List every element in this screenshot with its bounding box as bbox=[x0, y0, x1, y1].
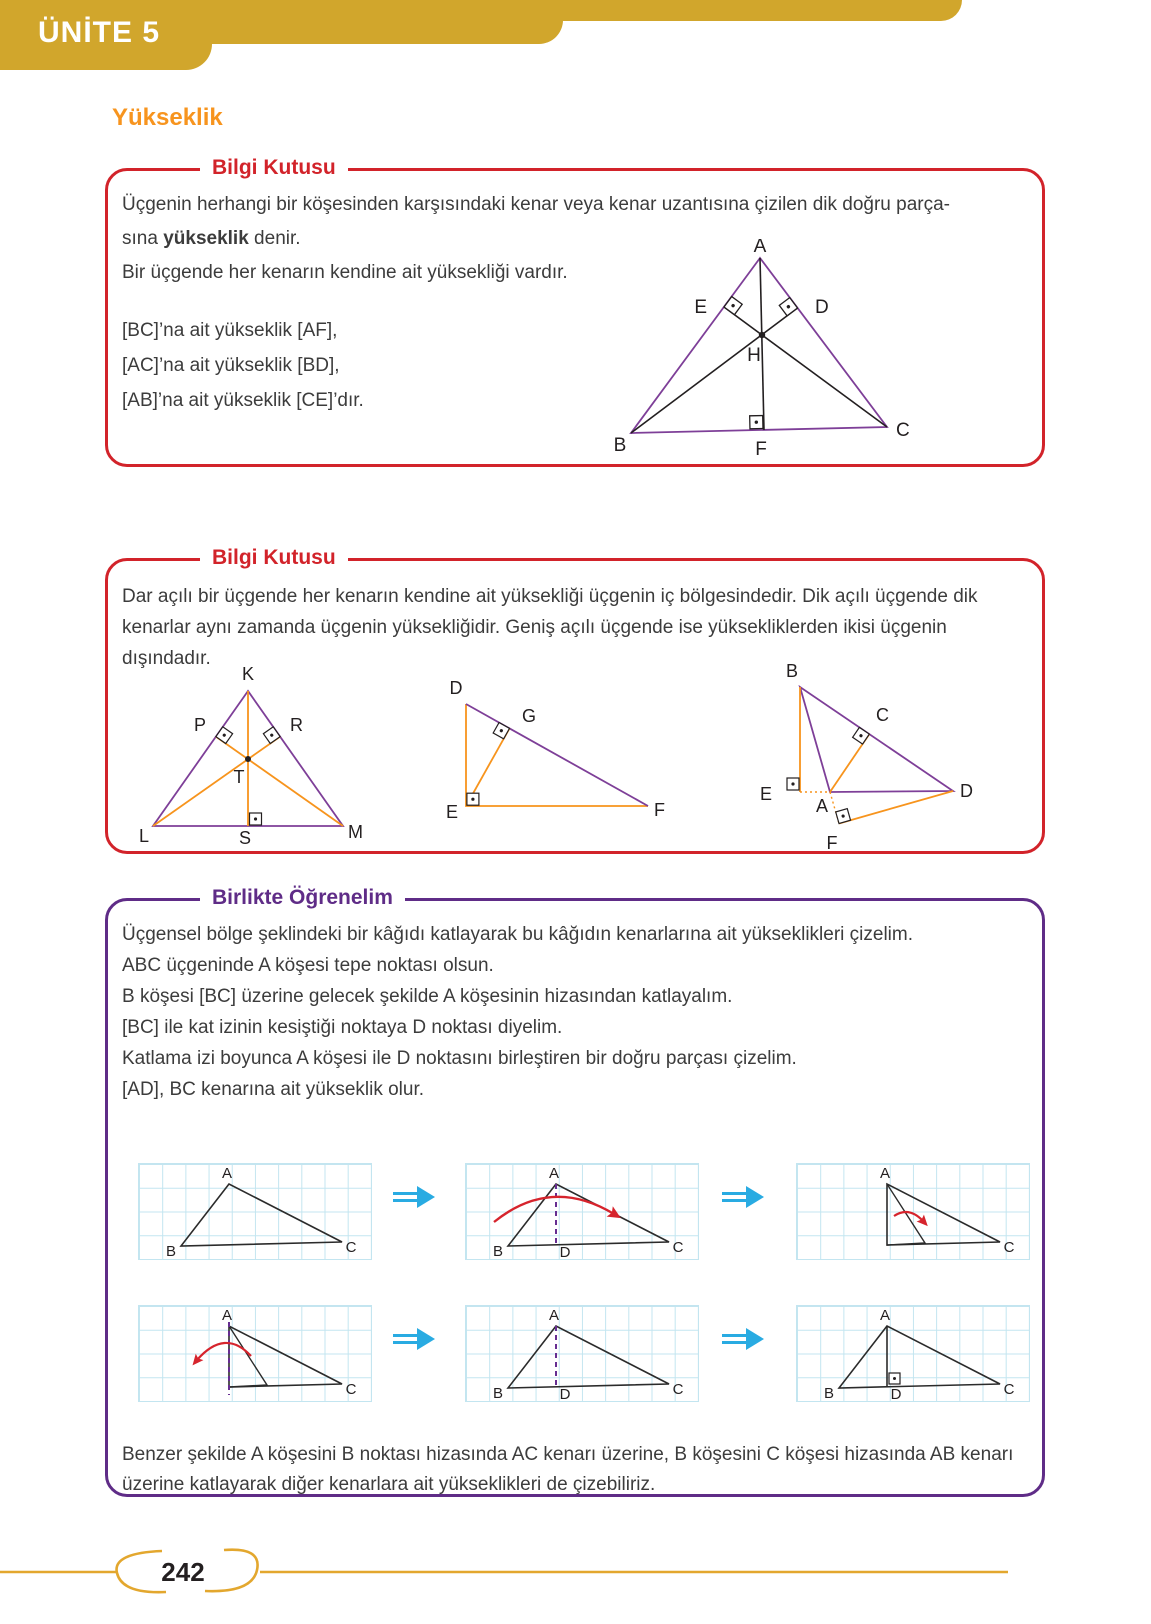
next-step-arrow-icon bbox=[391, 1184, 437, 1210]
foot-label-c: C bbox=[876, 705, 889, 725]
right-angle-mark-d bbox=[889, 1373, 900, 1384]
vertex-label-c: C bbox=[672, 1239, 684, 1256]
paragraph: [BC] ile kat izinin kesiştiği noktaya D noktası diyelim. bbox=[122, 1017, 563, 1038]
paragraph: Bir üçgende her kenarın kendine ait yüksekliği vardır. bbox=[122, 262, 568, 283]
orthocenter-dot bbox=[759, 332, 765, 338]
altitude-af bbox=[760, 258, 764, 430]
foot-label-p: P bbox=[193, 715, 206, 735]
altitude-bd bbox=[631, 308, 798, 433]
vertex-label-d: D bbox=[960, 781, 973, 801]
foot-label-d: D bbox=[559, 1386, 571, 1401]
next-step-arrow-icon bbox=[720, 1184, 766, 1210]
right-angle-mark-s bbox=[250, 813, 262, 825]
bold-term: yükseklik bbox=[163, 228, 249, 249]
triangle-outline bbox=[508, 1184, 669, 1246]
vertex-label-f: F bbox=[654, 800, 665, 820]
vertex-label-a: A bbox=[548, 1165, 560, 1182]
foot-label-e: E bbox=[694, 297, 707, 318]
right-angle-mark-r bbox=[263, 727, 280, 744]
right-angle-mark-c bbox=[853, 727, 870, 744]
foot-label-s: S bbox=[238, 828, 252, 848]
text-fragment: denir. bbox=[248, 228, 301, 249]
foot-label-e: E bbox=[759, 784, 773, 804]
fold-direction-arrow bbox=[494, 1197, 614, 1222]
vertex-label-c: C bbox=[896, 420, 910, 441]
vertex-label-k: K bbox=[241, 666, 255, 684]
vertex-label-c: C bbox=[345, 1239, 357, 1256]
learn-box-label: Birlikte Öğrenelim bbox=[200, 886, 405, 910]
triangle-altitudes-diagram bbox=[598, 239, 1018, 465]
right-angle-mark-d bbox=[779, 298, 797, 316]
fold-step-1-panel bbox=[138, 1163, 372, 1260]
triangle-bad bbox=[800, 687, 953, 792]
info-box-1-label: Bilgi Kutusu bbox=[200, 156, 348, 180]
closing-paragraph: Benzer şekilde A köşesini B noktası hizasında AC kenarı üzerine, B köşesini C köşesi hizasında AB kenarı üzerine katlayarak diğer kenarlara ait yükseklikleri de çizebiliriz. bbox=[122, 1444, 1014, 1495]
unfold-step-2-panel bbox=[465, 1305, 699, 1402]
info-box-1 bbox=[105, 156, 1045, 467]
triangle-outline bbox=[508, 1326, 669, 1388]
foot-label-r: R bbox=[290, 715, 303, 735]
paragraph: Üçgensel bölge şeklindeki bir kâğıdı katlayarak bu kâğıdın kenarlarına ait yükseklikleri çizelim. bbox=[122, 924, 913, 945]
vertex-label-a: A bbox=[221, 1165, 233, 1182]
unit-label: ÜNİTE 5 bbox=[38, 16, 161, 49]
altitude-ce bbox=[724, 307, 887, 427]
folded-outline bbox=[887, 1184, 1000, 1245]
foot-label-f: F bbox=[755, 439, 767, 460]
vertex-label-b: B bbox=[165, 1243, 177, 1259]
right-angle-mark-e bbox=[724, 297, 742, 315]
altitude-df bbox=[839, 791, 953, 824]
page-title: Yükseklik bbox=[112, 104, 223, 131]
vertex-label-c: C bbox=[1003, 1239, 1015, 1256]
triangle-outline bbox=[839, 1326, 1000, 1388]
page-number: 242 bbox=[161, 1557, 205, 1587]
vertex-label-c: C bbox=[672, 1381, 684, 1398]
vertex-label-a: A bbox=[815, 796, 829, 816]
orthocenter-label-h: H bbox=[747, 345, 761, 366]
unfold-step-1-panel bbox=[138, 1305, 372, 1402]
right-triangle-diagram bbox=[438, 676, 678, 831]
fold-arrowhead bbox=[607, 1206, 624, 1223]
obtuse-triangle-diagram bbox=[748, 659, 1048, 859]
paragraph: ABC üçgeninde A köşesi tepe noktası olsun. bbox=[122, 955, 494, 976]
orthocenter-label-t: T bbox=[233, 767, 245, 787]
text-fragment: sına bbox=[122, 228, 164, 249]
right-angle-mark-e bbox=[787, 778, 799, 790]
info-box-2-label: Bilgi Kutusu bbox=[200, 546, 348, 570]
right-angle-mark-f bbox=[750, 416, 763, 429]
list-item: [BC]’na ait yükseklik [AF], bbox=[122, 320, 338, 341]
altitude-result-panel bbox=[796, 1305, 1030, 1402]
vertex-label-l: L bbox=[138, 826, 150, 846]
vertex-label-a: A bbox=[221, 1307, 233, 1324]
vertex-label-a: A bbox=[753, 239, 767, 257]
paragraph: Katlama izi boyunca A köşesi ile D noktasını birleştiren bir doğru parçası çizelim. bbox=[122, 1048, 797, 1069]
next-step-arrow-icon bbox=[720, 1326, 766, 1352]
right-angle-mark-f bbox=[836, 809, 851, 824]
list-item: [AC]’na ait yükseklik [BD], bbox=[122, 355, 340, 376]
paragraph: Üçgenin herhangi bir köşesinden karşısındaki kenar veya kenar uzantısına çizilen dik doğru parça- bbox=[122, 194, 951, 215]
vertex-label-c: C bbox=[1003, 1381, 1015, 1398]
foot-label-d: D bbox=[559, 1244, 571, 1259]
learn-box bbox=[105, 886, 1045, 1497]
vertex-label-b: B bbox=[492, 1385, 504, 1401]
foot-label-d: D bbox=[815, 297, 829, 318]
footer-bracket-right bbox=[205, 1550, 258, 1592]
hypotenuse-df bbox=[466, 704, 648, 806]
orthocenter-dot bbox=[245, 756, 251, 762]
foot-label-f: F bbox=[826, 833, 838, 853]
fold-step-3-panel bbox=[796, 1163, 1030, 1260]
page-footer bbox=[0, 1542, 1151, 1602]
next-step-arrow-icon bbox=[391, 1326, 437, 1352]
vertex-label-b: B bbox=[492, 1243, 504, 1259]
vertex-label-e: E bbox=[445, 802, 458, 822]
unfold-direction-arrow bbox=[197, 1343, 251, 1360]
vertex-label-c: C bbox=[345, 1381, 357, 1398]
vertex-label-a: A bbox=[548, 1307, 560, 1324]
triangle-outline bbox=[181, 1184, 342, 1246]
paragraph: [AD], BC kenarına ait yükseklik olur. bbox=[122, 1079, 425, 1100]
paragraph: Dar açılı bir üçgende her kenarın kendine ait yüksekliği üçgenin iç bölgesindedir. Dik açılı üçgende dik kenarlar aynı zamanda üçgenin yüksekliğidir. Geniş açılı üçgende ise yüksekliklerden ikisi üçgenin dışındadır. bbox=[122, 586, 978, 669]
vertex-label-d: D bbox=[449, 678, 463, 698]
vertex-label-m: M bbox=[348, 822, 363, 842]
right-angle-mark-p bbox=[216, 727, 233, 744]
paragraph bbox=[122, 227, 622, 251]
vertex-label-a: A bbox=[879, 1165, 891, 1182]
right-angle-mark-e bbox=[467, 793, 479, 805]
vertex-label-b: B bbox=[613, 435, 627, 456]
footer-bracket-left bbox=[117, 1551, 166, 1592]
vertex-label-b: B bbox=[785, 661, 799, 681]
foot-label-d: D bbox=[890, 1386, 902, 1401]
info-box-2 bbox=[105, 546, 1045, 854]
list-item: [AB]’na ait yükseklik [CE]’dır. bbox=[122, 390, 364, 411]
fold-step-2-panel bbox=[465, 1163, 699, 1260]
acute-triangle-diagram bbox=[138, 666, 368, 848]
paragraph: B köşesi [BC] üzerine gelecek şekilde A köşesinin hizasından katlayalım. bbox=[122, 986, 733, 1007]
right-angle-mark-g bbox=[493, 723, 509, 739]
foot-label-g: G bbox=[522, 706, 537, 726]
folded-outline bbox=[229, 1326, 342, 1387]
vertex-label-b: B bbox=[823, 1385, 835, 1401]
vertex-label-a: A bbox=[879, 1307, 891, 1324]
